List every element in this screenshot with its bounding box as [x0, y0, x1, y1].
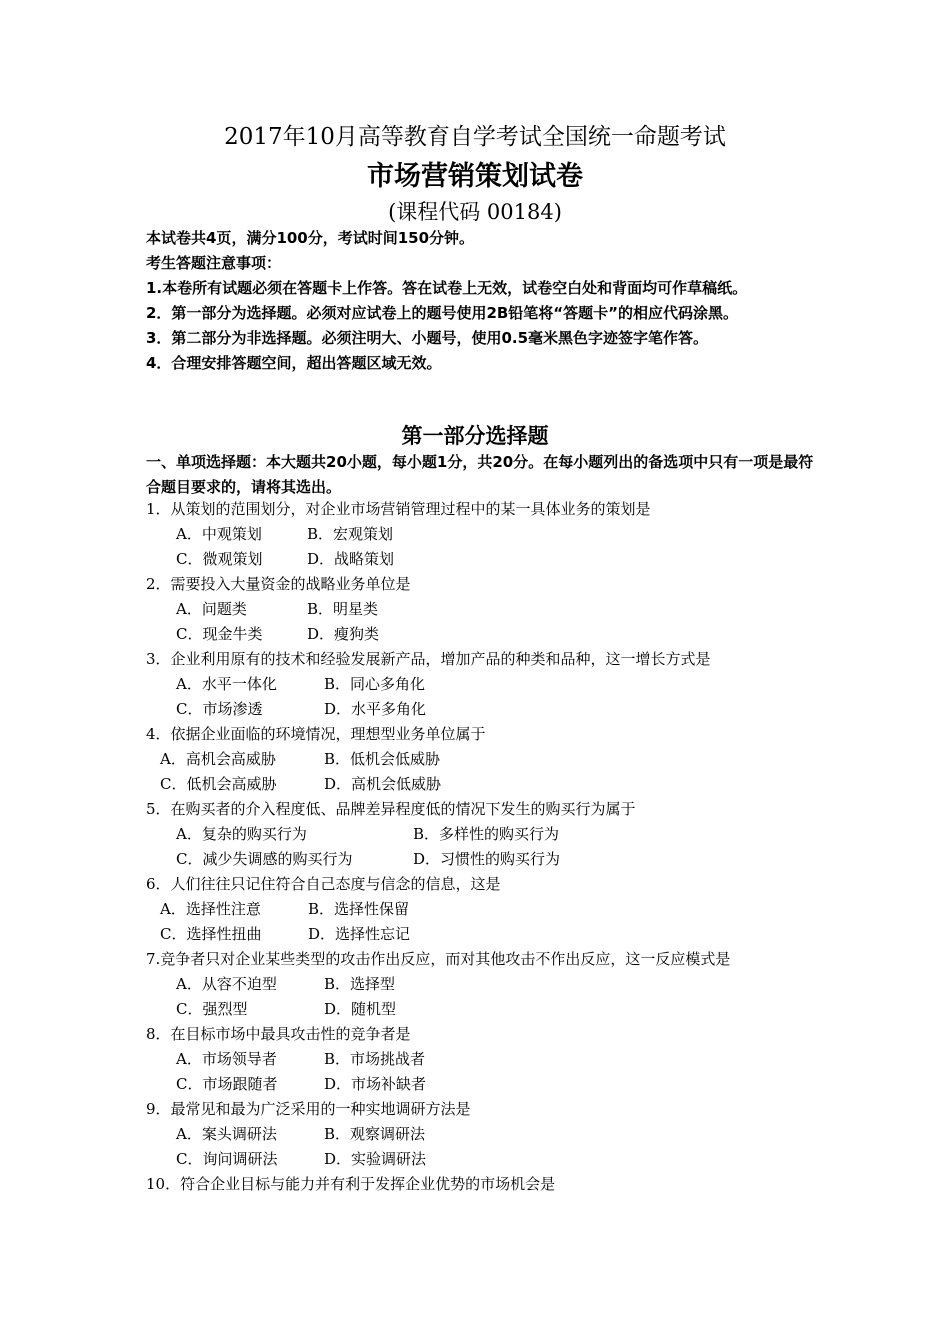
option: B．同心多角化	[324, 675, 426, 693]
option: D．随机型	[324, 1000, 397, 1018]
option: D．高机会低威胁	[324, 775, 442, 793]
question-stem: 6．人们往往只记住符合自己态度与信念的信息，这是	[146, 875, 501, 893]
section-title: 一、单项选择题：本大题共20小题，每小题1分，共20分。在每小题列出的备选项中只有一项是最符合题目要求的，请将其选出。	[146, 453, 814, 496]
course-code: (课程代码 00184)	[388, 200, 562, 224]
option: C．强烈型	[176, 1000, 248, 1018]
option: A．中观策划	[176, 525, 262, 543]
option-row	[146, 1147, 818, 1172]
option-row	[146, 622, 818, 647]
option: D．战略策划	[307, 550, 395, 568]
option: A．问题类	[176, 600, 247, 618]
option-row	[146, 822, 818, 847]
option: B．选择型	[324, 975, 396, 993]
question-stem: 3．企业利用原有的技术和经验发展新产品，增加产品的种类和品种，这一增长方式是	[146, 650, 711, 668]
note-line: 本试卷共4页，满分100分，考试时间150分钟。	[146, 229, 475, 247]
question-stem: 7.竞争者只对企业某些类型的攻击作出反应，而对其他攻击不作出反应，这一反应模式是	[146, 950, 731, 968]
option: B．市场挑战者	[324, 1050, 426, 1068]
question-stem: 8．在目标市场中最具攻击性的竞争者是	[146, 1025, 411, 1043]
note-line: 3．第二部分为非选择题。必须注明大、小题号，使用0.5毫米黑色字迹签字笔作答。	[146, 329, 709, 347]
note-line: 1.本卷所有试题必须在答题卡上作答。答在试卷上无效，试卷空白处和背面均可作草稿纸。	[146, 279, 748, 297]
option: C．现金牛类	[176, 625, 263, 643]
option: B．宏观策划	[307, 525, 394, 543]
note-line: 考生答题注意事项：	[146, 254, 282, 272]
question-stem: 4．依据企业面临的环境情况，理想型业务单位属于	[146, 725, 486, 743]
subject-title: 市场营销策划试卷	[367, 161, 583, 192]
option-row	[146, 847, 818, 872]
option-row	[146, 1047, 818, 1072]
option: B．低机会低威胁	[324, 750, 441, 768]
option: C．市场跟随者	[176, 1075, 278, 1093]
option-row	[146, 772, 818, 797]
option: D．水平多角化	[324, 700, 427, 718]
option: C．询问调研法	[176, 1150, 278, 1168]
option: C．微观策划	[176, 550, 263, 568]
option-row	[146, 522, 818, 547]
option: D．市场补缺者	[324, 1075, 427, 1093]
note-line: 4．合理安排答题空间，超出答题区域无效。	[146, 354, 442, 372]
option-row	[146, 547, 818, 572]
option-row	[146, 972, 818, 997]
option: B．选择性保留	[308, 900, 410, 918]
exam-notes	[146, 226, 814, 376]
option: A．选择性注意	[160, 900, 261, 918]
option: A．复杂的购买行为	[176, 825, 307, 843]
option: A．从容不迫型	[176, 975, 277, 993]
option: D．选择性忘记	[308, 925, 411, 943]
question-stem: 9．最常见和最为广泛采用的一种实地调研方法是	[146, 1100, 471, 1118]
option-row	[146, 922, 818, 947]
option: A．案头调研法	[176, 1125, 277, 1143]
option: C．低机会高威胁	[160, 775, 277, 793]
question-list	[146, 497, 818, 1197]
option: A．市场领导者	[176, 1050, 277, 1068]
question-stem: 2．需要投入大量资金的战略业务单位是	[146, 575, 411, 593]
question-stem: 5．在购买者的介入程度低、品牌差异程度低的情况下发生的购买行为属于	[146, 800, 636, 818]
option: B．多样性的购买行为	[413, 825, 560, 843]
option: A．水平一体化	[176, 675, 277, 693]
option-row	[146, 697, 818, 722]
option: C．选择性扭曲	[160, 925, 262, 943]
option: D．习惯性的购买行为	[413, 850, 561, 868]
option: C．减少失调感的购买行为	[176, 850, 353, 868]
option-row	[146, 1072, 818, 1097]
option-row	[146, 1122, 818, 1147]
option: D．实验调研法	[324, 1150, 427, 1168]
option: A．高机会高威胁	[160, 750, 276, 768]
option: B．明星类	[307, 600, 379, 618]
note-line: 2．第一部分为选择题。必须对应试卷上的题号使用2B铅笔将“答题卡”的相应代码涂黑。	[146, 304, 739, 322]
option-row	[146, 997, 818, 1022]
option-row	[146, 747, 818, 772]
part-title: 第一部分选择题	[401, 424, 549, 448]
option: D．瘦狗类	[307, 625, 380, 643]
option: C．市场渗透	[176, 700, 263, 718]
exam-line: 2017年10月高等教育自学考试全国统一命题考试	[224, 124, 726, 150]
option-row	[146, 672, 818, 697]
question-stem: 10．符合企业目标与能力并有利于发挥企业优势的市场机会是	[146, 1175, 556, 1193]
question-stem: 1．从策划的范围划分，对企业市场营销管理过程中的某一具体业务的策划是	[146, 500, 651, 518]
option-row	[146, 597, 818, 622]
option-row	[146, 897, 818, 922]
option: B．观察调研法	[324, 1125, 426, 1143]
